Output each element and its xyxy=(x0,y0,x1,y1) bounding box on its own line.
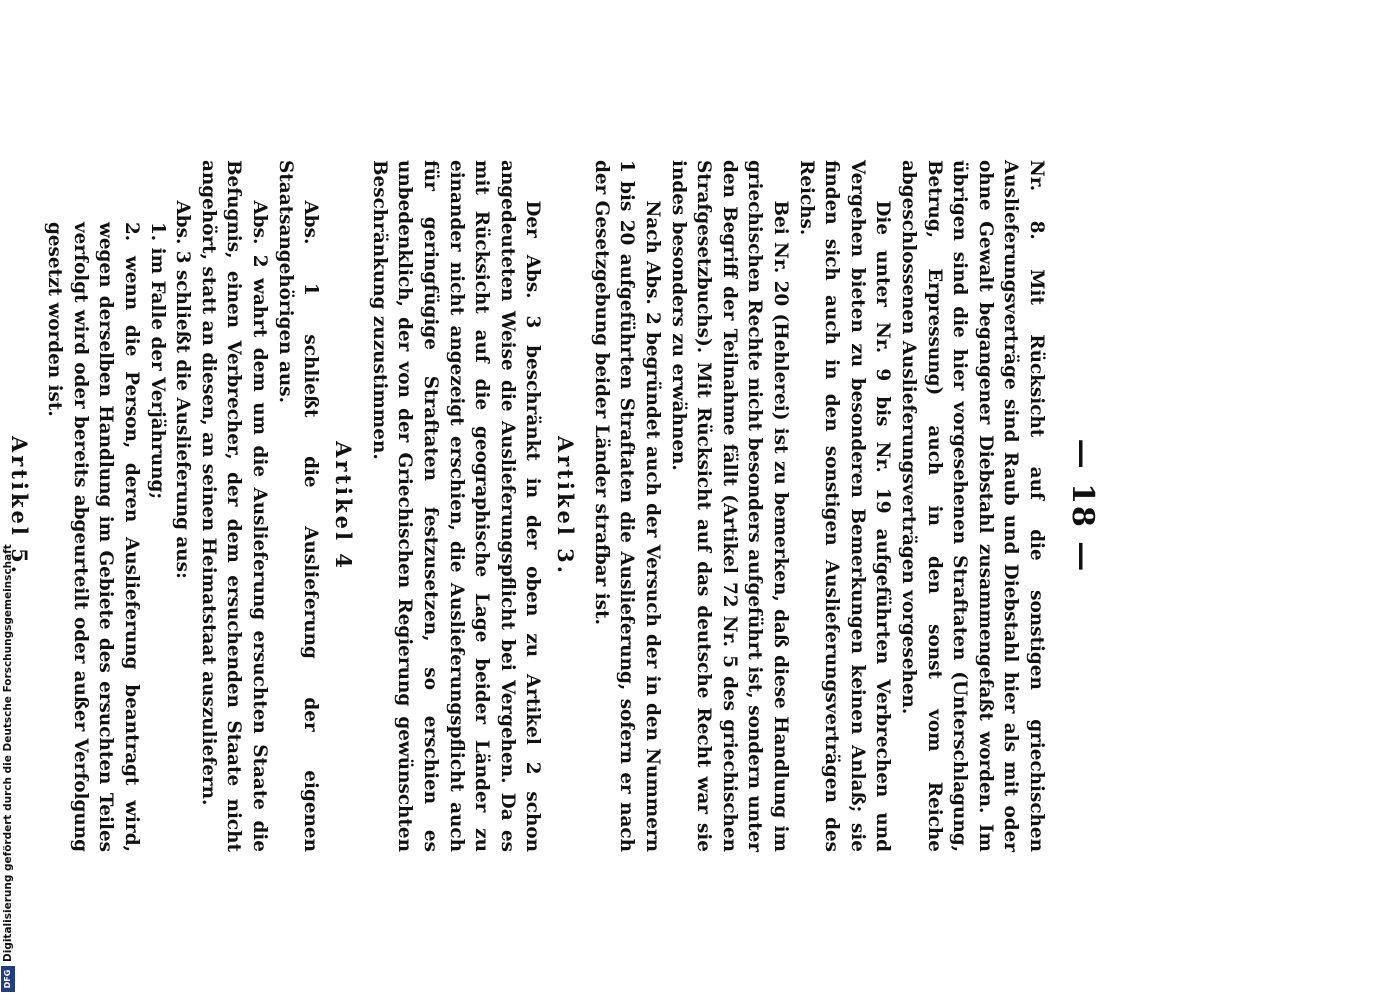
dfg-logo-icon xyxy=(1,966,15,992)
page-number: — 18 — xyxy=(1065,438,1100,574)
paragraph: Abs. 1 schließt die Auslieferung der eigenen Staatsangehörigen aus. xyxy=(274,160,322,852)
exclusion-list xyxy=(42,160,170,852)
paragraph: Nach Abs. 2 begründet auch der Versuch der in den Nummern 1 bis 20 aufgeführten Straftaten die Auslieferung, sofern er nach der Gesetzgebung beider Länder strafbar ist. xyxy=(590,160,664,852)
paragraph: Abs. 3 schließt die Auslieferung aus: xyxy=(172,200,194,579)
digitization-credit xyxy=(1,544,15,995)
digitization-credit-text: Digitalisierung gefördert durch die Deutsche Forschungsgemeinschaft xyxy=(2,544,14,962)
article-heading: Artikel 4 xyxy=(331,441,357,571)
paragraph: Nr. 8. Mit Rücksicht auf die sonstigen griechischen Auslieferungsverträge sind Raub und Diebstahl hier als mit oder ohne Gewalt begangener Diebstahl zusammengefaßt worden. Im übrigen sind die hier vorgesehenen Straftaten (Unterschlagung, Betrug, Erpressung) auch in den sonst vom Reiche abgeschlossenen Auslieferungsverträgen vorgesehen. xyxy=(898,160,1047,852)
paragraph: Der Abs. 3 beschränkt in der oben zu Artikel 2 schon angedeuteten Weise die Auslieferungspflicht bei Vergehen. Da es mit Rücksicht auf die geographische Lage beider Länder zu einander nicht angezeigt erschien, die Auslieferungspflicht auch für geringfügige Straftaten festzusetzen, so erschien es unbedenklich, der von der Griechischen Regierung gewünschten Beschränkung zuzustimmen. xyxy=(368,160,544,852)
article-heading: Artikel 3. xyxy=(553,435,579,577)
dfg-logo-text: DFG xyxy=(3,969,12,989)
paragraph: Abs. 2 wahrt dem um die Auslieferung ersuchten Staate die Befugnis, einen Verbrecher, der dem ersuchenden Staate nicht angehört, statt an diesen, an seinen Heimatstaat auszuliefern. xyxy=(197,160,270,852)
paragraph: Bei Nr. 20 (Hehlerei) ist zu bemerken, daß diese Handlung im griechischen Rechte nicht besonders aufgeführt ist, sondern unter den Begriff der Teilnahme fällt (Artikel 72 Nr. 5 des griechischen Strafgesetzbuchs). Mit Rücksicht auf das deutsche Recht war sie indes besonders zu erwähnen. xyxy=(667,160,792,852)
article-heading: Artikel 5. xyxy=(6,435,32,577)
list-item: 1. im Falle der Verjährung; xyxy=(146,222,168,500)
list-item: 2. wenn die Person, deren Auslieferung beantragt wird, wegen derselben Handlung im Gebiete des ersuchten Teiles verfolgt wird oder bereits abgeurteilt oder außer Verfolgung gesetzt worden ist. xyxy=(44,222,142,852)
paragraph: Die unter Nr. 9 bis Nr. 19 aufgeführten Verbrechen und Vergehen bieten zu besonderen Bemerkungen keinen Anlaß; sie finden sich auch in den sonstigen Auslieferungsverträgen des Reichs. xyxy=(795,160,894,852)
